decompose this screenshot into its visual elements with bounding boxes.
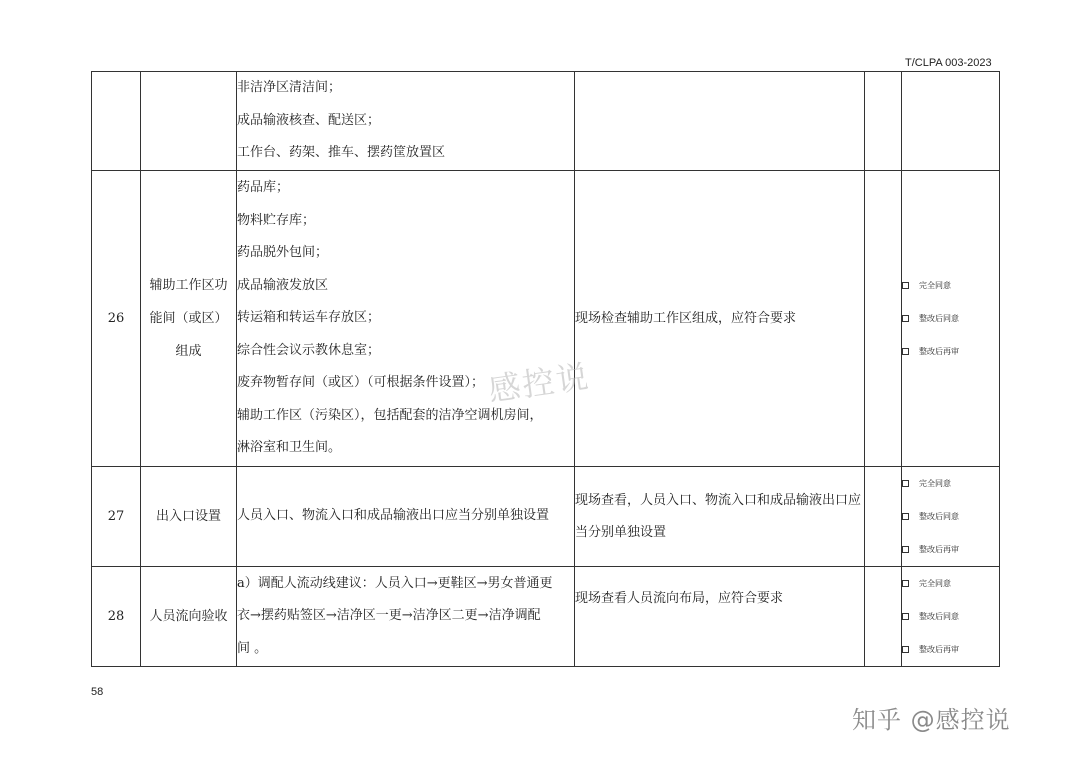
checkbox-icon[interactable]	[902, 480, 909, 487]
standard-code: T/CLPA 003-2023	[905, 57, 992, 69]
check-method-cell: 现场检查辅助工作区组成，应符合要求	[575, 171, 865, 467]
watermark-footer: 知乎 @感控说	[852, 706, 1011, 734]
item-name-cell	[141, 72, 237, 171]
result-cell	[865, 567, 902, 667]
opinion-label: 整改后再审	[919, 645, 959, 654]
requirement-line: 综合性会议示教休息室；	[237, 342, 381, 358]
item-name-line: 能间（或区）	[149, 311, 228, 326]
requirement-cell	[237, 171, 575, 467]
page-number: 58	[91, 686, 104, 698]
result-cell	[865, 467, 902, 567]
opinion-label: 完全同意	[919, 579, 951, 588]
opinion-label: 完全同意	[919, 479, 951, 488]
checkbox-icon[interactable]	[902, 646, 909, 653]
requirement-line: 人员入口、物流入口和成品输液出口应当分别单独设置	[237, 508, 550, 524]
requirement-cell	[237, 72, 575, 171]
requirement-line: 物料贮存库；	[237, 212, 316, 228]
result-cell	[865, 72, 902, 171]
row-number: 28	[92, 567, 141, 667]
opinion-label: 整改后再审	[919, 347, 959, 356]
requirement-cell	[237, 567, 575, 667]
opinion-option[interactable]	[902, 600, 999, 633]
requirement-line: 辅助工作区（污染区），包括配套的洁净空调机房间，	[237, 407, 543, 423]
row-number: 26	[92, 171, 141, 467]
opinion-option[interactable]	[902, 335, 999, 368]
requirement-line: 衣→摆药贴签区→洁净区一更→洁净区二更→洁净调配	[237, 608, 541, 624]
item-name-line: 辅助工作区功	[149, 278, 228, 293]
item-name-cell	[141, 567, 237, 667]
opinion-option[interactable]	[902, 533, 999, 566]
opinion-cell	[902, 467, 1000, 567]
checkbox-icon[interactable]	[902, 613, 909, 620]
result-cell	[865, 171, 902, 467]
opinion-label: 整改后同意	[919, 314, 959, 323]
watermark-center: 感控说	[486, 357, 593, 409]
item-name-line: 出入口设置	[155, 509, 221, 524]
requirement-line: 药品脱外包间；	[237, 245, 329, 261]
item-name-line: 人员流向验收	[149, 609, 228, 624]
opinion-option[interactable]	[902, 302, 999, 335]
opinion-label: 整改后同意	[919, 512, 959, 521]
row-number	[92, 72, 141, 171]
requirement-line: 成品输液核查、配送区；	[237, 112, 381, 128]
opinion-cell	[902, 72, 1000, 171]
opinion-label: 整改后同意	[919, 612, 959, 621]
requirement-line: 间 。	[237, 640, 268, 656]
checkbox-icon[interactable]	[902, 513, 909, 520]
checkbox-icon[interactable]	[902, 315, 909, 322]
checkbox-icon[interactable]	[902, 348, 909, 355]
requirement-line: a）调配人流动线建议：人员入口→更鞋区→男女普通更	[237, 575, 553, 591]
opinion-option[interactable]	[902, 467, 999, 500]
checkbox-icon[interactable]	[902, 546, 909, 553]
requirement-line: 淋浴室和卫生间。	[237, 440, 342, 456]
opinion-option[interactable]	[902, 633, 999, 666]
requirement-line: 工作台、药架、推车、摆药筐放置区	[237, 145, 446, 161]
check-method-cell	[575, 72, 865, 171]
requirement-line: 转运箱和转运车存放区；	[237, 310, 381, 326]
requirement-line: 成品输液发放区	[237, 277, 329, 293]
opinion-label: 整改后再审	[919, 545, 959, 554]
requirement-line: 废弃物暂存间（或区）（可根据条件设置）；	[237, 375, 485, 391]
item-name-line: 组成	[175, 344, 202, 359]
checkbox-icon[interactable]	[902, 282, 909, 289]
opinion-option[interactable]	[902, 269, 999, 302]
opinion-option[interactable]	[902, 500, 999, 533]
check-method-cell: 现场查看人员流向布局，应符合要求	[575, 567, 865, 667]
row-number: 27	[92, 467, 141, 567]
requirement-line: 药品库；	[237, 180, 290, 196]
checkbox-icon[interactable]	[902, 580, 909, 587]
requirement-line: 非洁净区清洁间；	[237, 80, 342, 96]
table-row	[92, 567, 1000, 667]
opinion-cell	[902, 171, 1000, 467]
opinion-label: 完全同意	[919, 281, 951, 290]
requirement-cell	[237, 467, 575, 567]
item-name-cell	[141, 467, 237, 567]
opinion-cell	[902, 567, 1000, 667]
check-method-cell: 现场查看，人员入口、物流入口和成品输液出口应当分别单独设置	[575, 467, 865, 567]
item-name-cell	[141, 171, 237, 467]
table-row	[92, 72, 1000, 171]
table-row	[92, 171, 1000, 467]
opinion-option[interactable]	[902, 567, 999, 600]
table-row	[92, 467, 1000, 567]
